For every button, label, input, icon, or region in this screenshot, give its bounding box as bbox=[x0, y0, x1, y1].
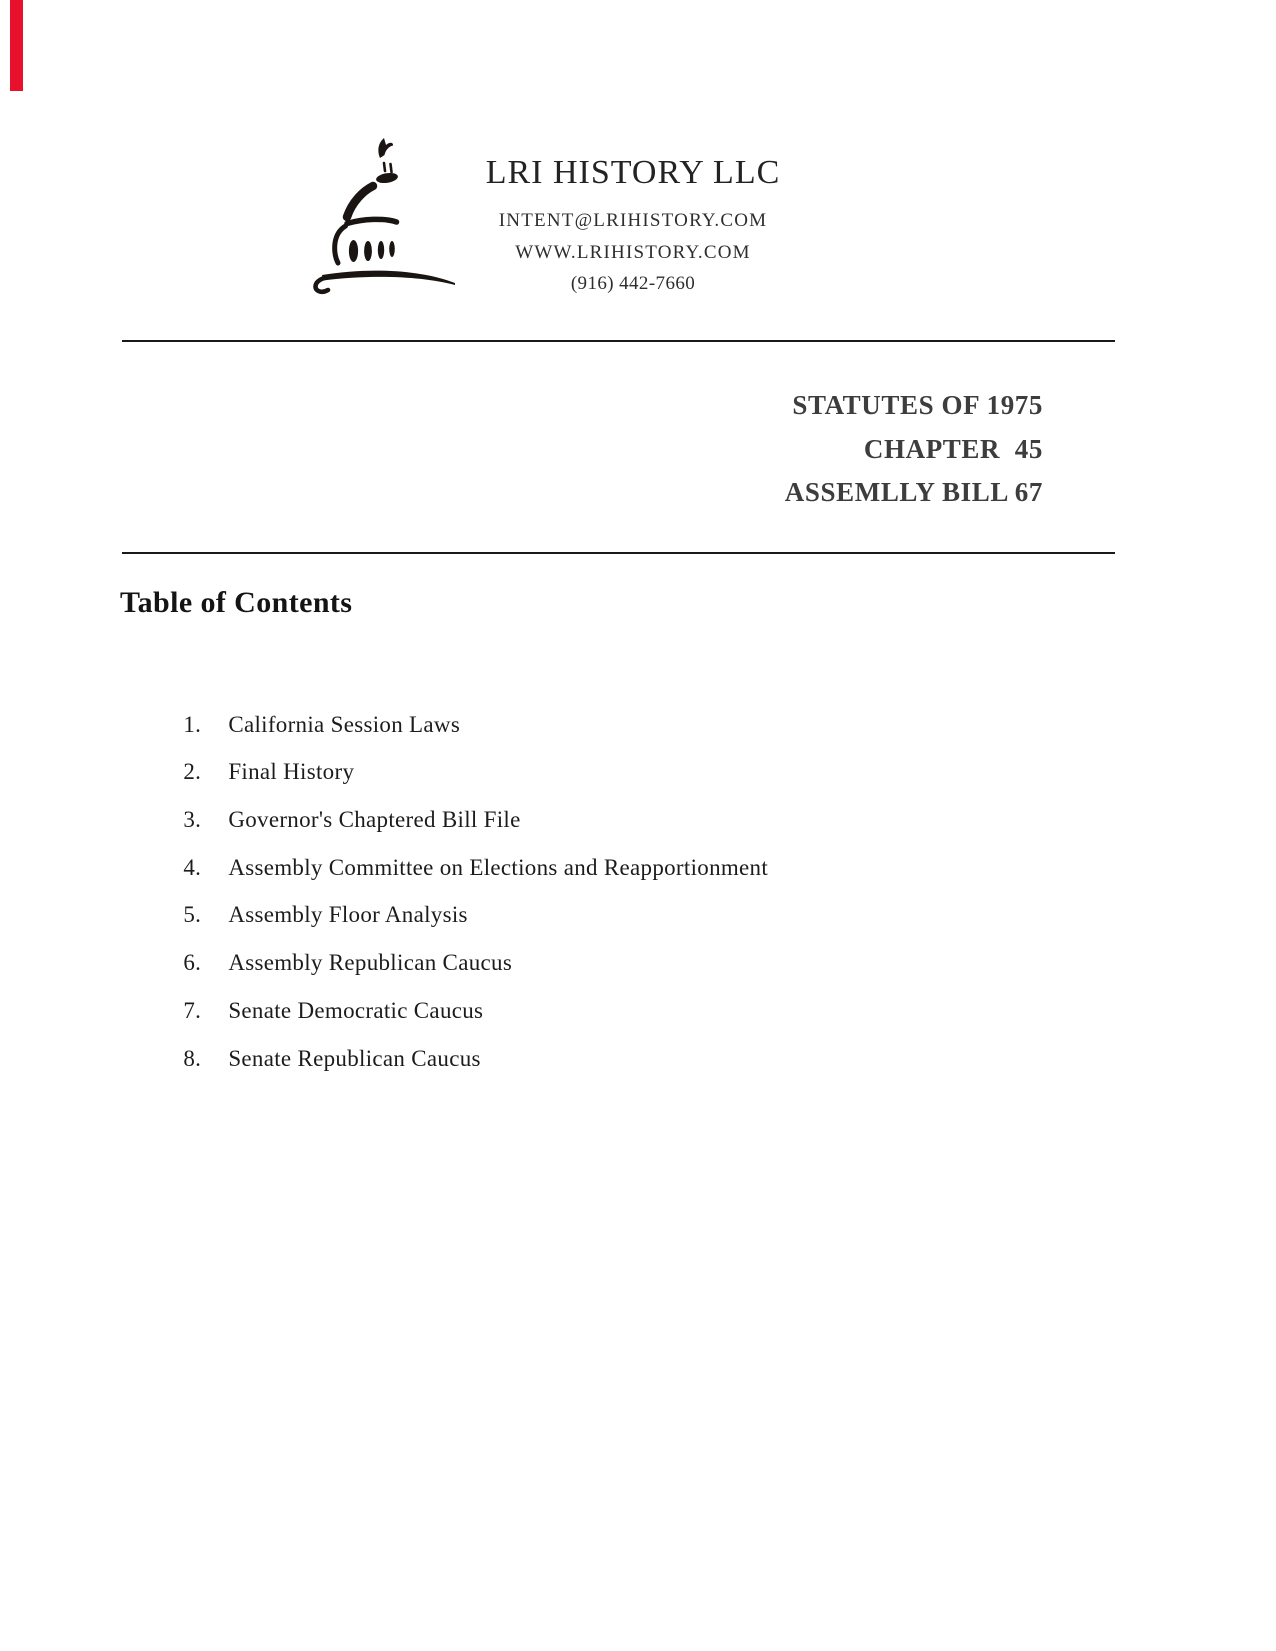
horizontal-rule-bottom bbox=[122, 552, 1115, 554]
toc-item-label: Final History bbox=[228, 759, 355, 785]
toc-item-label: Assembly Floor Analysis bbox=[228, 902, 468, 928]
toc-item-number: 6. bbox=[183, 950, 202, 976]
toc-title: Table of Contents bbox=[120, 586, 353, 619]
red-edge-marker bbox=[10, 0, 23, 91]
company-website: WWW.LRIHISTORY.COM bbox=[515, 241, 751, 263]
toc-item-number: 2. bbox=[183, 759, 202, 785]
assembly-bill-line: ASSEMLLY BILL 67 bbox=[784, 477, 1043, 507]
chapter-line: CHAPTER 45 bbox=[863, 433, 1043, 464]
toc-item-label: Senate Democratic Caucus bbox=[228, 997, 484, 1023]
toc-item-number: 4. bbox=[183, 854, 202, 880]
toc-item-number: 1. bbox=[183, 711, 202, 737]
toc-item-number: 8. bbox=[183, 1045, 202, 1071]
toc-item-label: Assembly Republican Caucus bbox=[228, 950, 513, 976]
toc-item-number: 3. bbox=[183, 807, 202, 833]
toc-item-label: Governor's Chaptered Bill File bbox=[228, 807, 521, 833]
company-phone: (916) 442-7660 bbox=[570, 273, 696, 294]
horizontal-rule-top bbox=[122, 340, 1115, 342]
toc-item-number: 7. bbox=[183, 997, 202, 1023]
toc-item-label: California Session Laws bbox=[228, 711, 461, 737]
toc-item bbox=[0, 653, 1100, 737]
company-email: INTENT@LRIHISTORY.COM bbox=[498, 210, 768, 231]
toc-item-number: 5. bbox=[183, 902, 202, 928]
company-name: LRI HISTORY LLC bbox=[485, 154, 781, 191]
statutes-year-line: STATUTES OF 1975 bbox=[792, 390, 1043, 420]
letterhead bbox=[333, 152, 933, 300]
toc-item-label: Assembly Committee on Elections and Reapportionment bbox=[228, 854, 769, 880]
toc-item-label: Senate Republican Caucus bbox=[228, 1045, 481, 1071]
statute-reference-block bbox=[500, 384, 1043, 515]
toc-list bbox=[0, 653, 1100, 1071]
